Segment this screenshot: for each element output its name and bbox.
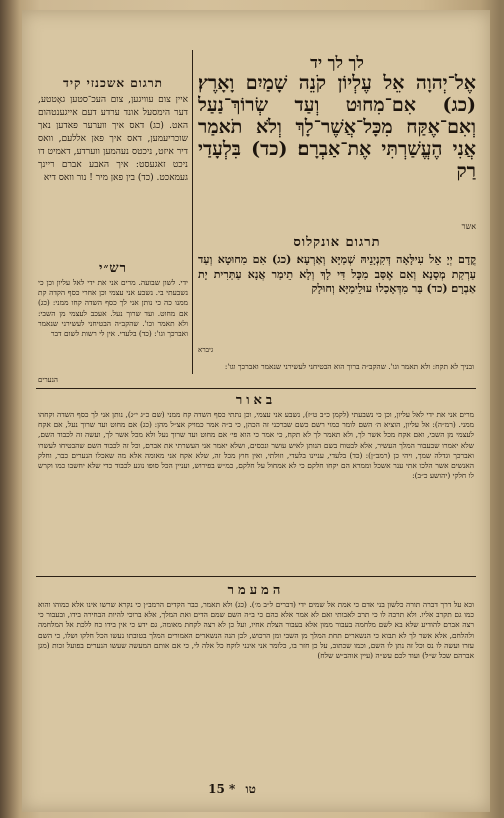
running-head: לך לך יד: [310, 53, 364, 72]
page-footer: [172, 782, 292, 800]
column-divider: [192, 50, 193, 374]
translation-title: תרגום אשכנזי קיד: [63, 76, 163, 90]
page-number: 15: [208, 782, 225, 796]
catchword: אשר: [461, 222, 476, 231]
signature-star: *: [229, 782, 236, 796]
main-biblical-text: אֶל־יְהוָה אֵל עֶלְיוֹן קֹנֵה שָׁמַיִם וָאָרֶץ׃ (כג) אִם־מִחוּט וְעַד שְׂרוֹךְ־נַעַל וְאִם־אֶקַּח מִכָּל־אֲשֶׁר־לָךְ וְלֹא תֹאמַר אֲנִי הֶעֱשַׁרְתִּי אֶת־אַבְרָם׃ (כד) בִּלְעָדַי רַק: [198, 72, 476, 182]
biur-title: באור: [235, 393, 277, 408]
rashi-continuation: ובניך לא תקח: ולא תאמר וגו'. שהקב״ה ברוך הוא הבטיחני לעשירני שנאמר ואברכך וגו':: [224, 362, 474, 371]
hammaamar-text: וכא על דרך דברה תורה כלשון בני אדם כי אמת אל שמים ידי (דברים ל״ב מ׳). (כג) ולא תאמר, כבר הקדים הרמב״ן כי נקרא שרשו אינו אלא כמוהו והוא כמו גם תקרב אליו. ולא תרבה לו כי תרב לאבותי ואם לא אמר אלא כהם כי ב״ה השם שמם הדים ואת המלך, אלא ברוכי להיות הבחירה בידו, ובעבור כי רצה אברם להודיע שלא בא לשם מלחמה בעבור ממון אלא בעבור הצלת אחיו, ועל כן לא רצה לקחת מאומה, גם ידע כי אין בידו כח ללכת אל המלחמה ולהלחם, אלא אשר לך לא תבוא כי הנשארים תחת המלך מן השבי ומן הרכוש, לכן הנה הנשארים האמורים המלך בטובתו נעשו הכל חלקו ושלו, כי השם עזרו ועשה לו נס וכל זה נתן לו השם, וכמו שכתוב, על כן חזר בו, כלומר אני אינני לוקח כל אלה לי, כי אם אותם המעשה שעשו הנערים בפועל זכות (מגן אברהם שכל ש״ל) ועוד לכם עש״ה (עיין אוהב״ש שלח): [38, 600, 474, 661]
rashi-catchword: הנערים: [38, 376, 58, 384]
rashi-title: רש״י: [99, 261, 127, 276]
hammaamar-title: המעמר: [227, 583, 285, 598]
biur-text: מרים אני את ידי לאל עליון, וכן כי נשבעתי (לקמן כ״ב ט״ז), נשבע אני עצמי, וכן נתתי כסף השדה קח ממני (שם כ״ג י״ג), נותן אני לך כסף השדה וקחהו ממני. (רמ״ה): אל עליון, הוציא ה׳ השם לומר כמוי רשם כשם שברכני זה הכהן, כי ב״ה אמר כמויק אצ״ל מהן: (כג) אם מחוט ועד שרוך נעל, אם אקח לעצמי מן השבי, ואם אקח מכל אשר לך, ולא תאמר לך לא תקח, כי אמר כי הוא פי׳ אם מחוט ועד שרוך נעל ולא מכל אשר לך, ועשה זה לכבוד השם, שלא יאמרו שבעבור המלך העשיר, אלא לבטוח בשם הנותן לאיש עושר ונכסים, ושלא יאמר אני העשרתי את אברם, וכל זה לכבוד השם שהבטיחו לעשרו ואברכך וגדלה שמך, ויהי כן (רמב״ן): (כד) בלעדי, עניינו בלעדי, וזולתי, ואין חוץ מכל זה, שלא אקח אני מאומה אלא מה שאכלו הנערים כבר, וחלק האנשים אשר הלכו אתי ענר אשכל וממרא הם יקחו חלקם כי לא אמחול על חלקם, כמ״ש בפירוש, ועניין הכל סופו נוגע לכבוד כדי שלא יחשבו כמו וקרש לו חלקי (יהושע כ״ב):: [38, 410, 474, 481]
translation-text: איין צום עוויגען, צום העכ־סטען גאָטטע, דער הימסעל אונד ערדע דעם אייגענטהום האט. (כג) דאס איך ווערער פאדען נאך שוכריעמען, דאס איך פאן אללעם, וואס דיר איזט, ניכטס נעהמען ווערדע, דאמיט דו ניכט זאגעסט: איך האבע אברם ריינך געמאכט. (כד) בין פאן מיר ! נור וואס דיא: [38, 95, 188, 183]
section-rule-1: [36, 388, 476, 389]
rashi-text: ידי. לשון שבועה. מרים אני את ידי לאל עליון וכן כי נשבעתי בי. נשבע אני עצמי וכן אחרי כסף הקדה קת ממנו כה כי נותן אני לך כסף השדה קחו ממני: (כג) אם מחוט. ועד שרוך נעל. אעכב לעצמי מן השבי: ולא תאמר וכו'. שהקב״ה הבטיחני לעשירני שנאמר ואברכך וגו': (כד) בלעדי. אין לי רשות לשום דבר: [38, 278, 188, 339]
onkelos-text: קֳדָם יְיָ אֵל עִילָּאָה דְּקִנְיָנֵיהּ שְׁמַיָּא וְאַרְעָא׃ (כג) אִם מִחוּטָא וְעַד עַרְקַת מְסָנָא וְאִם אֶסַּב מִכָּל דִּי לָךְ וְלָא תֵימַר אֲנָא עַתַּרִית יָת אַבְרָם׃ (כד) בַּר מִדְּאָכַלוּ עוּלֵימַיָּא וְחוּלָק: [198, 253, 476, 295]
signature-mark: טו: [245, 782, 256, 796]
onkelos-catchword: גיברא: [198, 346, 214, 354]
section-rule-2: [36, 576, 476, 577]
book-page: [22, 10, 490, 812]
onkelos-title: תרגום אונקלוס: [293, 235, 381, 250]
